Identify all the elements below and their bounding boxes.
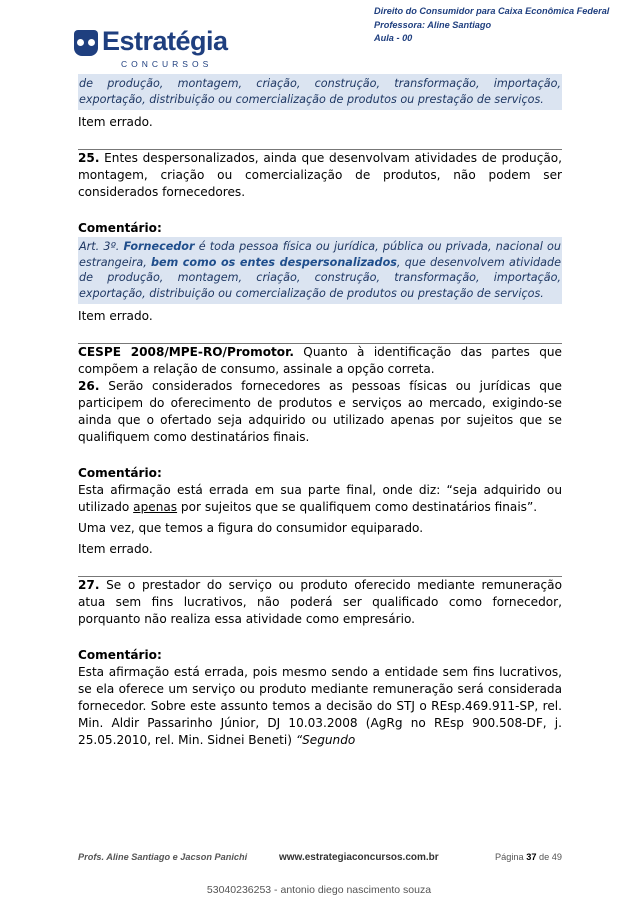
question-number: 25. <box>78 151 100 165</box>
header-lesson: Aula - 00 <box>374 33 413 43</box>
header-teacher: Professora: Aline Santiago <box>374 19 492 30</box>
answer-text: Item errado. <box>78 309 153 323</box>
logo-subtitle: CONCURSOS <box>121 59 213 69</box>
comment-label: Comentário: <box>78 221 162 235</box>
page-header <box>374 5 609 46</box>
question-text: Serão considerados fornecedores as pessoas físicas ou jurídicas que participem do oferecimento de produtos e serviços ao mercado, exigindo-se ainda que o ofertado seja adquirido ou utilizado apenas por sujeitos que se qualifiquem como destinatários finais. <box>78 379 562 444</box>
question-number: 27. <box>78 578 100 592</box>
footer-site-link[interactable]: www.estrategiaconcursos.com.br <box>279 852 439 863</box>
cespe-statement: CESPE 2008/MPE-RO/Promotor. Quanto à identificação das partes que compõem a relação de consumo, assinale a opção correta. <box>78 345 562 376</box>
question-text: Entes despersonalizados, ainda que desenvolvam atividades de produção, montagem, criação ou comercialização de produtos, não podem ser considerados fornecedores. <box>78 151 562 199</box>
question-text: Se o prestador do serviço ou produto oferecido mediante remuneração atua sem fins lucrativos, não poderá ser qualificado como fornecedor, porquanto não realiza essa atividade como empresário. <box>78 578 562 626</box>
logo-wordmark: Estratégia <box>102 26 228 56</box>
comment-label: Comentário: <box>78 466 162 480</box>
answer-text: Item errado. <box>78 115 153 129</box>
header-course: Direito do Consumidor para Caixa Econômica Federal <box>374 6 610 16</box>
footer-page-number: Página 37 de 49 <box>495 852 562 862</box>
comment-26: Esta afirmação está errada em sua parte final, onde diz: “seja adquirido ou utilizado apenas por sujeitos que se qualifiquem como destinatários finais”. <box>78 483 562 514</box>
comment-label: Comentário: <box>78 648 162 662</box>
answer-text: Item errado. <box>78 542 153 556</box>
footer-authors: Profs. Aline Santiago e Jacson Panichi <box>78 852 248 862</box>
law-quote-box: de produção, montagem, criação, construção, transformação, importação, exportação, distribuição ou comercialização de produtos ou prestação de serviços. <box>78 74 562 110</box>
owl-logo-icon <box>74 30 98 56</box>
page-footer <box>78 852 562 866</box>
comment-26-extra: Uma vez, que temos a figura do consumidor equiparado. <box>78 521 424 535</box>
question-number: 26. <box>78 379 100 393</box>
comment-27: Esta afirmação está errada, pois mesmo sendo a entidade sem fins lucrativos, se ela oferece um serviço ou produto mediante remuneração será considerada fornecedor. Sobre este assunto temos a decisão do STJ o REsp.469.911-SP, rel. Min. Aldir Passarinho Júnior, DJ 10.03.2008 (AgRg no REsp 900.508-DF, j. 25.05.2010, rel. Min. Sidnei Beneti) “Segundo <box>78 665 562 747</box>
question-25 <box>78 150 562 201</box>
watermark: 53040236253 - antonio diego nascimento souza <box>206 884 432 896</box>
page-content <box>78 74 562 749</box>
question-27 <box>78 577 562 628</box>
question-26 <box>78 378 562 446</box>
law-quote-box: Art. 3º. Fornecedor é toda pessoa física ou jurídica, pública ou privada, nacional ou estrangeira, bem como os entes despersonalizados, que desenvolvem atividade de produção, montagem, criação, construção, transformação, importação, exportação, distribuição ou comercialização de produtos ou prestação de serviços. <box>78 237 562 304</box>
estrategia-logo <box>74 26 234 70</box>
